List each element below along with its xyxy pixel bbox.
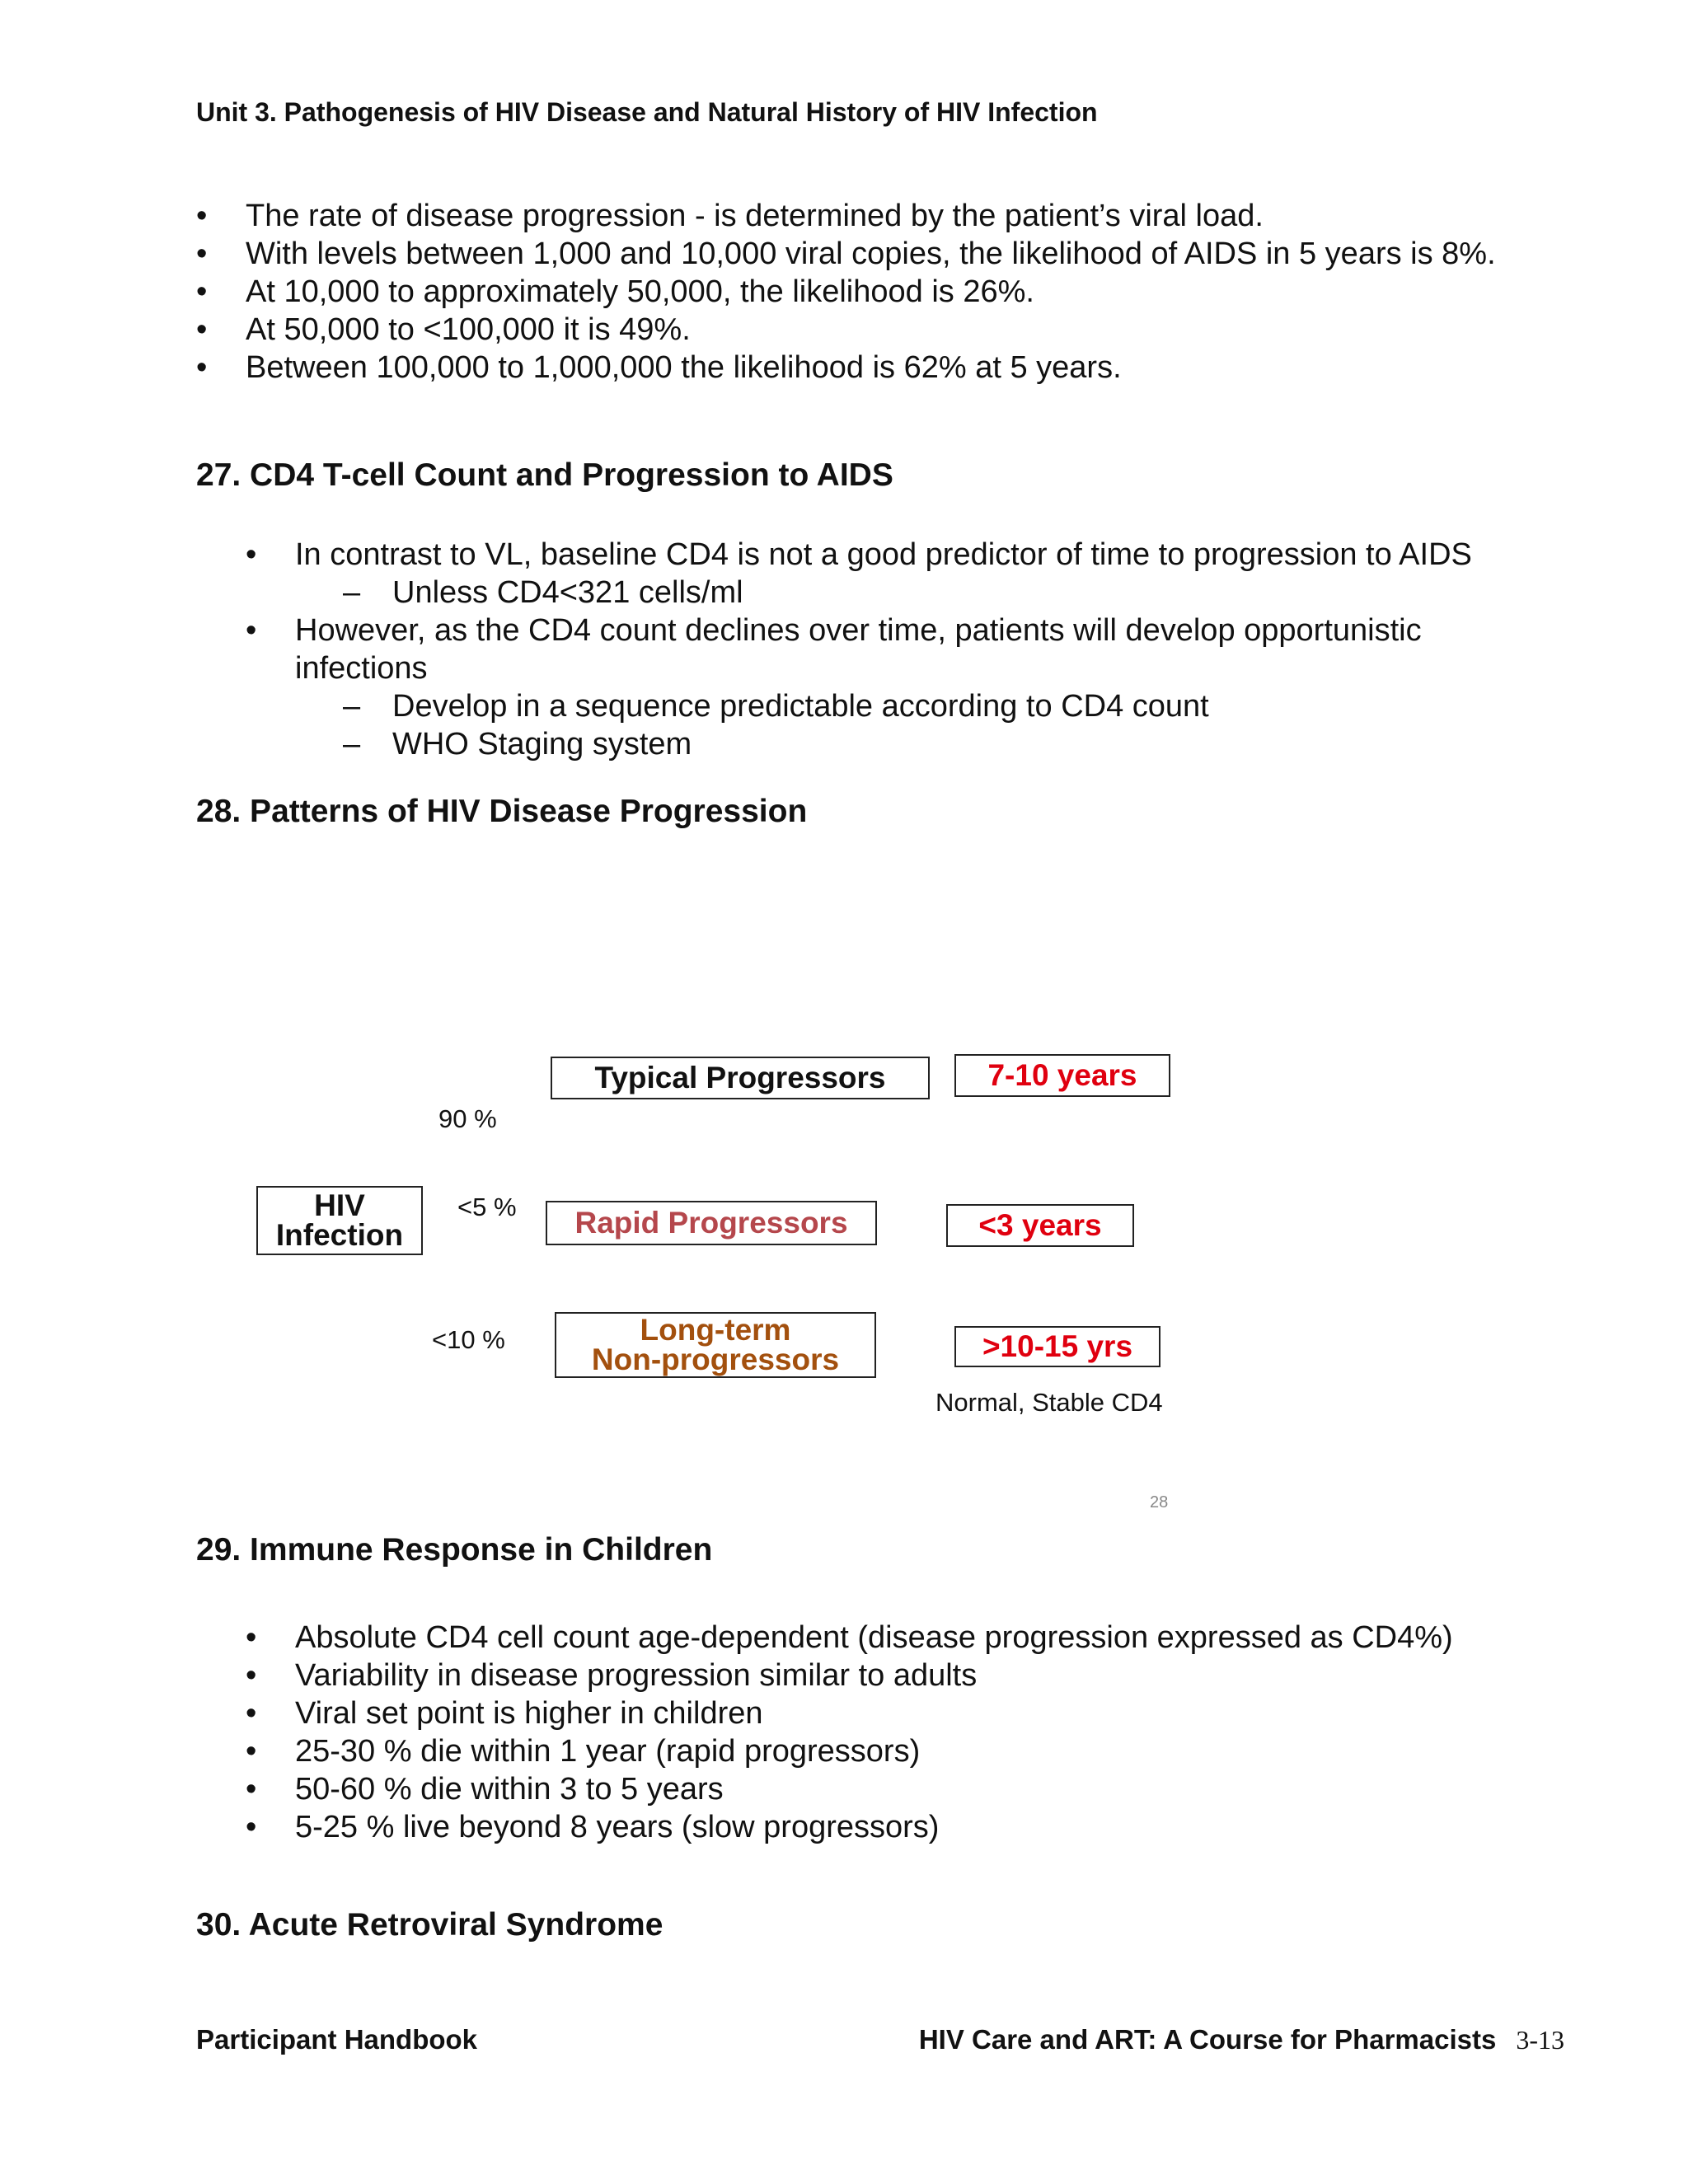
longterm-note: Normal, Stable CD4 [935, 1388, 1163, 1417]
list-item: • With levels between 1,000 and 10,000 viral copies, the likelihood of AIDS in 5 years is 8%. [196, 235, 1496, 273]
children-bullets [246, 1619, 1453, 1846]
section-27-title: 27. CD4 T-cell Count and Progression to AIDS [196, 457, 893, 493]
list-item: • 5-25 % live beyond 8 years (slow progressors) [246, 1808, 1453, 1846]
longterm-percent: <10 % [432, 1325, 505, 1354]
slide-number: 28 [1150, 1493, 1169, 1511]
list-sub-item: – WHO Staging system [246, 725, 1472, 763]
page-header: Unit 3. Pathogenesis of HIV Disease and Natural History of HIV Infection [196, 97, 1098, 127]
section-28-title: 28. Patterns of HIV Disease Progression [196, 794, 808, 829]
longterm-duration-box: >10-15 yrs [954, 1326, 1160, 1367]
list-item: • Absolute CD4 cell count age-dependent (disease progression expressed as CD4%) [246, 1619, 1453, 1657]
typical-duration-box: 7-10 years [954, 1054, 1170, 1097]
list-item: • However, as the CD4 count declines over time, patients will develop opportunistic [246, 612, 1472, 649]
rapid-progressors-box: Rapid Progressors [546, 1201, 877, 1245]
longterm-line-2: Non-progressors [591, 1343, 840, 1376]
footer-left: Participant Handbook [196, 2024, 478, 2055]
viral-load-bullets [196, 197, 1496, 387]
typical-progressors-box: Typical Progressors [551, 1057, 930, 1099]
list-item: • In contrast to VL, baseline CD4 is not a good predictor of time to progression to AIDS [246, 536, 1472, 574]
list-sub-item: – Develop in a sequence predictable according to CD4 count [246, 687, 1472, 725]
typical-percent: 90 % [438, 1104, 497, 1133]
list-item: • Variability in disease progression similar to adults [246, 1657, 1453, 1694]
longterm-line-1: Long-term [640, 1313, 791, 1347]
cd4-bullets [246, 536, 1472, 763]
list-item-continuation: infections [295, 651, 428, 686]
list-item: • The rate of disease progression - is determined by the patient’s viral load. [196, 197, 1496, 235]
origin-line-1: HIV [314, 1188, 365, 1222]
list-item: • At 50,000 to <100,000 it is 49%. [196, 311, 1496, 349]
rapid-duration-box: <3 years [946, 1204, 1134, 1247]
page-number: 3-13 [1516, 2025, 1564, 2055]
section-30-title: 30. Acute Retroviral Syndrome [196, 1907, 663, 1943]
list-sub-item: – Unless CD4<321 cells/ml [246, 574, 1472, 612]
list-item: • 25-30 % die within 1 year (rapid progressors) [246, 1732, 1453, 1770]
footer-right [919, 2024, 1564, 2055]
list-item: • Viral set point is higher in children [246, 1694, 1453, 1732]
list-item: • 50-60 % die within 3 to 5 years [246, 1770, 1453, 1808]
list-item: • Between 100,000 to 1,000,000 the likelihood is 62% at 5 years. [196, 349, 1496, 387]
list-item: • At 10,000 to approximately 50,000, the likelihood is 26%. [196, 273, 1496, 311]
hiv-infection-box [256, 1186, 423, 1255]
longterm-nonprogressors-box [555, 1312, 876, 1378]
rapid-percent: <5 % [457, 1193, 517, 1221]
footer-course-title: HIV Care and ART: A Course for Pharmacists [918, 2024, 1497, 2055]
origin-line-2: Infection [275, 1218, 404, 1252]
section-29-title: 29. Immune Response in Children [196, 1532, 713, 1568]
